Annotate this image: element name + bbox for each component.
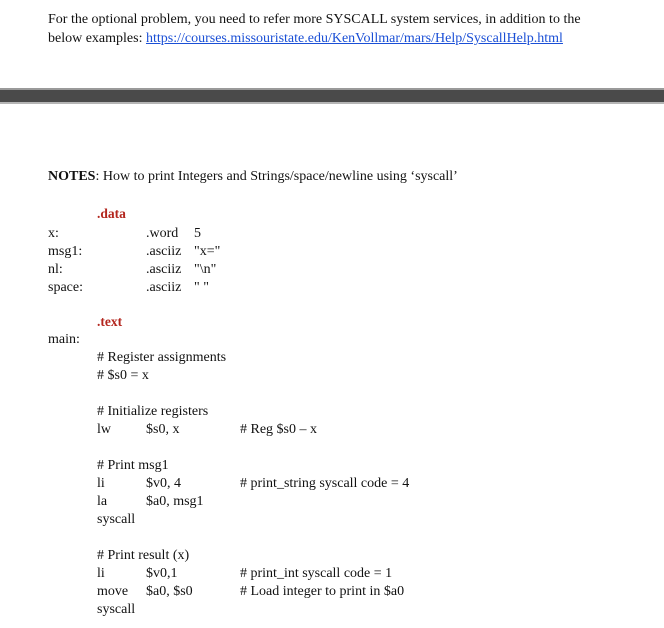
label-msg1: msg1:	[48, 244, 83, 259]
val-x: 5	[194, 226, 201, 241]
comment-print-msg1: # Print msg1	[97, 458, 169, 473]
label-main: main:	[48, 332, 80, 347]
args-lw: $s0, x	[146, 422, 180, 437]
comment-register-assignments: # Register assignments	[97, 350, 227, 365]
comment-print-result: # Print result (x)	[97, 548, 190, 563]
op-la: la	[97, 494, 108, 509]
val-msg1: "x="	[194, 244, 221, 259]
text-directive: .text	[97, 314, 123, 329]
syscall-help-link[interactable]: https://courses.missouristate.edu/KenVollmar/mars/Help/SyscallHelp.html	[145, 31, 563, 46]
data-directive: .data	[97, 206, 126, 221]
intro-prefix: below examples:	[48, 31, 146, 46]
op-asciiz-space: .asciiz	[146, 280, 182, 295]
op-li-print-int: li	[97, 566, 105, 581]
note-lw: # Reg $s0 – x	[240, 422, 317, 437]
page-break-band	[0, 90, 664, 102]
op-syscall-2: syscall	[97, 602, 136, 617]
op-lw: lw	[97, 422, 111, 437]
page-break-bottom-line	[0, 102, 664, 104]
label-x: x:	[48, 226, 59, 241]
label-nl: nl:	[48, 262, 63, 277]
args-la: $a0, msg1	[146, 494, 204, 509]
op-li-print-string: li	[97, 476, 105, 491]
args-move: $a0, $s0	[146, 584, 193, 599]
val-space: " "	[194, 280, 209, 295]
comment-s0-x: # $s0 = x	[97, 368, 149, 383]
op-word: .word	[146, 226, 179, 241]
intro-line-1: For the optional problem, you need to refer more SYSCALL system services, in addition to the	[48, 12, 581, 27]
args-li-print-int: $v0,1	[146, 566, 178, 581]
notes-heading: NOTES: How to print Integers and Strings/space/newline using ‘syscall’	[48, 169, 458, 184]
op-asciiz-nl: .asciiz	[146, 262, 182, 277]
comment-initialize-registers: # Initialize registers	[97, 404, 209, 419]
val-nl: "\n"	[194, 262, 217, 277]
note-li-print-int: # print_int syscall code = 1	[240, 566, 393, 581]
op-move: move	[97, 584, 129, 599]
intro-line-2	[48, 32, 563, 46]
note-move: # Load integer to print in $a0	[240, 584, 405, 599]
args-li-print-string: $v0, 4	[146, 476, 181, 491]
label-space: space:	[48, 280, 83, 295]
note-li-print-string: # print_string syscall code = 4	[240, 476, 410, 491]
op-syscall-1: syscall	[97, 512, 136, 527]
op-asciiz-msg1: .asciiz	[146, 244, 182, 259]
